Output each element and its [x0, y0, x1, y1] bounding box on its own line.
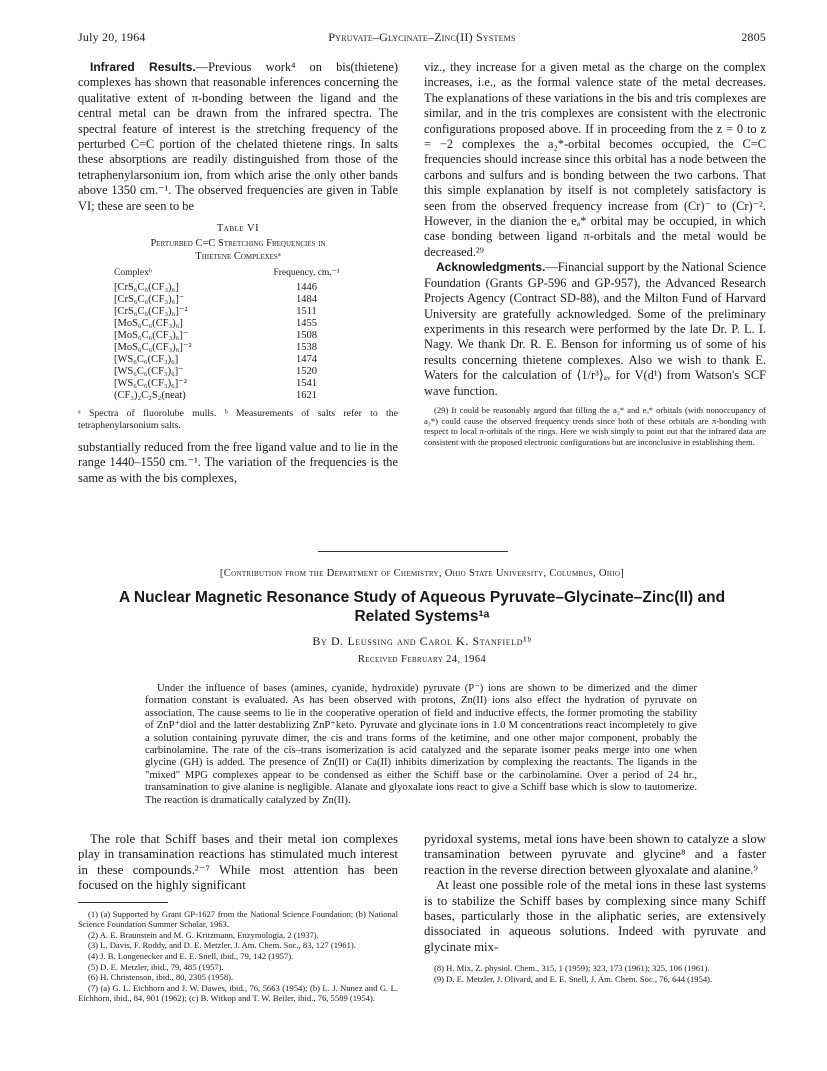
footnote-item: (9) D. E. Metzler, J. Olivard, and E. E. Snell, J. Am. Chem. Soc., 76, 644 (1954).: [434, 973, 713, 984]
received-date: Received February 24, 1964: [357, 654, 487, 665]
complex-cell: [CrS₆C₆(CF₃)₆]⁻: [114, 294, 185, 306]
infrared-results-text: —Previous work⁴ on bis(thietene) complexes has shown that reasonable inferences concerning the qualitative extent of π-bonding between the ligand and the central metal can be drawn from the infrared spectra. The spectral feature of interest is the stretching frequency of the perturbed C=C portion of the chelated thietene rings. In salts these absorptions are readily distinguished from those of the tetraphenylarsonium ion, from which arise the only other bands above 1350 cm.⁻¹. The observed frequencies are given in Table VI; these are seen to be: [78, 60, 398, 213]
footnote-item: (4) J. B. Longenecker and E. E. Snell, ibid., 79, 142 (1957).: [88, 951, 294, 961]
contribution-line: [Contribution from the Department of Chemistry, Ohio State University, Columbus, Ohio]: [219, 568, 625, 579]
table-vi-caption-line2: Thietene Complexesᵃ: [195, 251, 281, 263]
complex-cell: [CrS₆C₆(CF₃)₆]⁻²: [114, 306, 188, 318]
table-row: [114, 366, 364, 378]
table-vi-number: Table VI: [216, 223, 260, 235]
column-header-frequency: Frequency, cm.⁻¹: [273, 268, 340, 279]
frequency-cell: 1621: [296, 390, 317, 402]
table-row: [114, 378, 364, 390]
infrared-results-continued: substantially reduced from the free ligand value and to lie in the range 1440–1550 cm.⁻¹. The variation of the frequencies is the same as with the bis complexes,: [78, 440, 398, 485]
acknowledgments-text: —Financial support by the National Science Foundation (Grants GP-596 and GP-957), the Advanced Research Projects Agency (Contract SD-88), and the Milton Fund of Harvard University are gratefully acknowledged. Some of the preliminary experiments in this research were performed by the late Dr. P. L. I. Nagy. We thank Dr. R. E. Benson for informing us of some of his results concerning thietene complexes. Also we wish to thank E. Waters for the calculation of ⟨1/r³⟩ₐᵥ for V(d¹) from Watson's SCF wave function.: [424, 260, 766, 398]
footnote-item: (2) A. E. Braunstein and M. G. Kritzmann, Enzymologia, 2 (1937).: [88, 929, 319, 940]
header-page-number: 2805: [741, 30, 766, 44]
article-abstract: Under the influence of bases (amines, cyanide, hydroxide) pyruvate (P⁻) ions are shown to be dimerized and the dimer formation constant is evaluated. As has been observed with protons, Zn(II) ions also effect the hydration of pyruvate on association. The cause seems to lie in the cooperative operation of field and inductive effects, the former promoting the stability of ZnP⁺diol and the latter destablizing ZnP⁺keto. Pyruvate and glycinate ions in 1.0 M concentrations react incompletely to give a solution containing pyruvate dimer, the cis and trans forms of the ketimine, and one other major component, probably the carbinolamine. The rate of the cis–trans isomerization is acid catalyzed and the separate isomer peaks merge into one when glycine (GH) is added. The presence of Zn(II) or Ca(II) inhibits dimerization by complexing the reactants. The ligands in the "mixed" MPG complexes appear to be condensed as either the Schiff base or the carbinolamine. Over a period of 24 hr., transamination to give alanine is negligible. Alanate and glyoxalate ions react to give a Schiff base which is slow to tautomerize. The reaction is dramatically catalyzed by Zn(II).: [145, 683, 697, 806]
table-row: [114, 306, 364, 318]
right-column-top: [424, 60, 766, 447]
table-header-row: [114, 267, 364, 282]
infrared-results-paragraph: [78, 60, 398, 214]
table-row: [114, 318, 364, 330]
page-header: [78, 30, 766, 46]
complex-cell: [MoS₆C₆(CF₃)₆]⁻²: [114, 342, 192, 354]
footnote-item: (5) D. E. Metzler, ibid., 79, 485 (1957).: [88, 961, 224, 972]
section-divider: [318, 551, 508, 552]
table-vi-footnote: ᵃ Spectra of fluorolube mulls. ᵇ Measurements of salts refer to the tetraphenylarsonium salts.: [78, 408, 398, 432]
footnote-29: [424, 405, 766, 447]
frequency-cell: 1511: [296, 306, 317, 318]
frequency-cell: 1484: [296, 294, 317, 306]
complex-cell: [MoS₆C₆(CF₃)₆]⁻: [114, 330, 189, 342]
acknowledgments-heading: Acknowledgments.: [436, 260, 546, 275]
introduction-paragraph: The role that Schiff bases and their metal ion complexes play in transamination reactions has stimulated much interest in these compounds.²⁻⁷ While most attention has been focused on the highly significant: [78, 832, 398, 893]
table-row: [114, 354, 364, 366]
left-column-top: [78, 60, 398, 486]
article-title: [78, 588, 766, 626]
header-running-title: Pyruvate–Glycinate–Zinc(II) Systems: [328, 30, 516, 44]
frequency-cell: 1455: [296, 318, 317, 330]
table-vi-caption-line1: Perturbed C=C Stretching Frequencies in: [150, 238, 326, 250]
table-vi: [114, 267, 364, 402]
footnote-29-text: (29) It could be reasonably argued that filling the a₂* and eₐ* orbitals (with nonoccupancy of a₂*) could cause the observed frequency trends since both of these orbitals are π-bonding with respect to local π-orbitals of the rings. Here we wish simply to point out that the infrared data are consistent with the proposed electronic configurations but are inconclusive in establishing them.: [424, 404, 766, 447]
acknowledgments-paragraph: [424, 260, 766, 399]
introduction-continued: pyridoxal systems, metal ions have been shown to catalyze a slow transamination between pyruvate and glycine⁸ and a faster reaction in the reverse direction between glyoxalate and alanine.⁹: [424, 832, 766, 877]
footnotes-left: [78, 909, 398, 1004]
footnote-rule: [78, 902, 168, 903]
footnote-item: (1) (a) Supported by Grant GP-1627 from the National Science Foundation; (b) National Science Foundation Summer Scholar, 1963.: [78, 908, 398, 930]
frequency-cell: 1538: [296, 342, 317, 354]
column-header-complex: Complexᵇ: [114, 268, 152, 279]
frequency-cell: 1474: [296, 354, 317, 366]
header-date: July 20, 1964: [78, 30, 146, 44]
frequency-cell: 1520: [296, 366, 317, 378]
complex-cell: [MoS₆C₆(CF₃)₆]: [114, 318, 183, 330]
article-title-line1: A Nuclear Magnetic Resonance Study of Aqueous Pyruvate–Glycinate–Zinc(II) and: [118, 589, 726, 606]
complex-cell: [WS₆C₆(CF₃)₆]: [114, 354, 179, 366]
footnote-item: (6) H. Christenson, ibid., 80, 2305 (1958).: [88, 972, 234, 983]
table-row: [114, 390, 364, 402]
frequency-cell: 1508: [296, 330, 317, 342]
frequency-cell: 1541: [296, 378, 317, 390]
left-column-bottom: [78, 832, 398, 1004]
table-row: [114, 294, 364, 306]
right-column-bottom: [424, 832, 766, 984]
frequency-cell: 1446: [296, 282, 317, 294]
footnote-item: (7) (a) G. L. Eichhorn and J. W. Dawes, ibid., 76, 5663 (1954); (b) L. J. Nunez and G. L. Eichhorn, ibid., 84, 901 (1962); (c) B. Witkop and T. W. Beiler, ibid., 76, 5589 (1954).: [78, 982, 398, 1004]
table-row: [114, 330, 364, 342]
table-row: [114, 342, 364, 354]
article-authors: By D. Leussing and Carol K. Stanfield¹ᵇ: [312, 634, 532, 648]
infrared-results-heading: Infrared Results.: [90, 60, 196, 74]
table-row: [114, 282, 364, 294]
complex-cell: [CrS₆C₆(CF₃)₆]: [114, 282, 179, 294]
article-title-line2: Related Systems¹ᵃ: [354, 608, 490, 625]
footnote-item: (8) H. Mix, Z. physiol. Chem., 315, 1 (1959); 323, 173 (1961); 325, 106 (1961).: [434, 963, 710, 974]
complex-cell: [WS₆C₆(CF₃)₆]⁻: [114, 366, 184, 378]
schiff-base-paragraph: At least one possible role of the metal ions in these last systems is to stabilize the Schiff bases by complexing since many Schiff bases, particularly those in the aliphatic series, are extensively dissociated in aqueous solutions. Indeed with pyruvate and glycinate mix-: [424, 878, 766, 954]
footnotes-right: [424, 963, 766, 984]
infrared-discussion-paragraph: viz., they increase for a given metal as the charge on the complex increases, i.e., as the formal valence state of the metal decreases. The explanations of these variations in the bis and tris complexes are similar, and in the tris complexes are consistent with the electronic configurations proposed above. If in proceeding from the z = 0 to z = −2 complexes the a₂*-orbital becomes occupied, the C=C frequencies should increase since this orbital has a node between the carbons and sulfurs and is bonding between the two carbons. That this simple explanation by itself is not completely satisfactory is seen from the observed frequency increase from (Cr)⁻ to (Cr)⁻². However, in the dianion the eₐ* orbital may be occupied, in which case bonding between ligand π-orbitals and the metal would be decreased.²⁹: [424, 60, 766, 259]
footnote-item: (3) L. Davis, F. Roddy, and D. E. Metzler, J. Am. Chem. Soc., 83, 127 (1961).: [88, 940, 356, 951]
complex-cell: [WS₆C₆(CF₃)₆]⁻²: [114, 378, 187, 390]
complex-cell: (CF₃)₂C₂S₂(neat): [114, 390, 186, 402]
